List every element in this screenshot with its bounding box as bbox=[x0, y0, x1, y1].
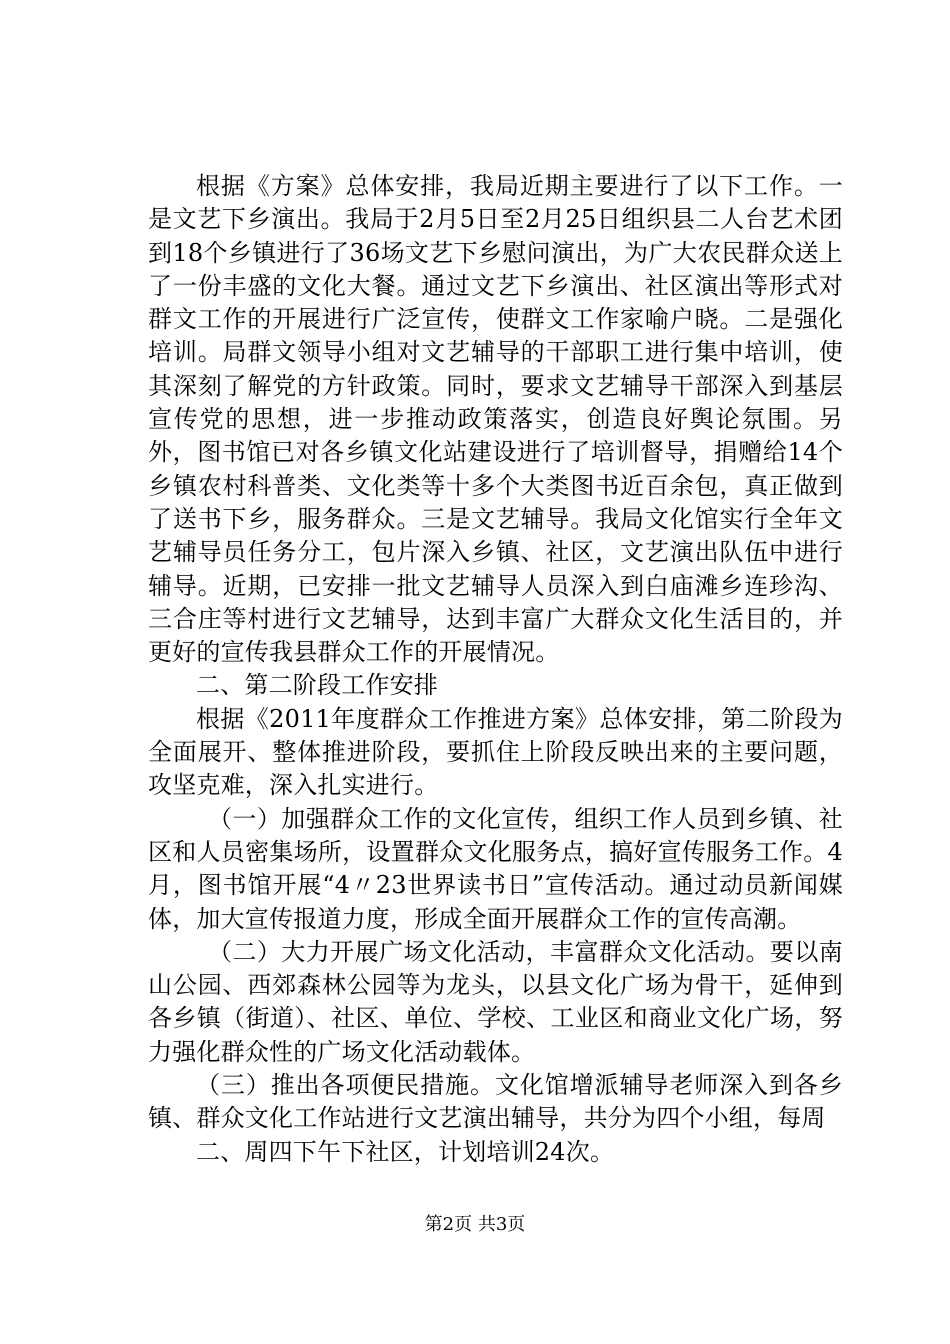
paragraph-item-three: （三）推出各项便民措施。文化馆增派辅导老师深入到各乡镇、群众文化工作站进行文艺演出辅导，共分为四个小组，每周 bbox=[148, 1071, 843, 1133]
page-footer bbox=[0, 1213, 950, 1237]
paragraph-item-two: （二）大力开展广场文化活动，丰富群众文化活动。要以南山公园、西郊森林公园等为龙头，以县文化广场为骨干，延伸到各乡镇（街道）、社区、单位、学校、工业区和商业文化广场，努力强化群众性的广场文化活动载体。 bbox=[148, 937, 843, 1066]
paragraph-item-one: （一）加强群众工作的文化宣传，组织工作人员到乡镇、社区和人员密集场所，设置群众文化服务点，搞好宣传服务工作。4月，图书馆开展“4〃23世界读书日”宣传活动。通过动员新闻媒体，加大宣传报道力度，形成全面开展群众工作的宣传高潮。 bbox=[148, 804, 843, 933]
page-number: 第2页 bbox=[424, 1214, 473, 1235]
paragraph-work-summary: 根据《方案》总体安排，我局近期主要进行了以下工作。一是文艺下乡演出。我局于2月5日至2月25日组织县二人台艺术团到18个乡镇进行了36场文艺下乡慰问演出，为广大农民群众送上了一份丰盛的文化大餐。通过文艺下乡演出、社区演出等形式对群文工作的开展进行广泛宣传，使群文工作家喻户晓。二是强化培训。局群文领导小组对文艺辅导的干部职工进行集中培训，使其深刻了解党的方针政策。同时，要求文艺辅导干部深入到基层宣传党的思想，进一步推动政策落实，创造良好舆论氛围。另外，图书馆已对各乡镇文化站建设进行了培训督导，捐赠给14个乡镇农村科普类、文化类等十多个大类图书近百余包，真正做到了送书下乡，服务群众。三是文艺辅导。我局文化馆实行全年文艺辅导员任务分工，包片深入乡镇、社区，文艺演出队伍中进行辅导。近期，已安排一批文艺辅导人员深入到白庙滩乡连珍沟、三合庄等村进行文艺辅导，达到丰富广大群众文化生活目的，并更好的宣传我县群众工作的开展情况。 bbox=[148, 172, 843, 667]
page-total: 共3页 bbox=[477, 1214, 526, 1235]
paragraph-phase-two-intro: 根据《2011年度群众工作推进方案》总体安排，第二阶段为全面展开、整体推进阶段，要抓住上阶段反映出来的主要问题，攻坚克难，深入扎实进行。 bbox=[148, 704, 843, 800]
paragraph-continuation: 二、周四下午下社区，计划培训24次。 bbox=[196, 1137, 615, 1166]
document-body bbox=[148, 170, 843, 1169]
section-heading-phase-two: 二、第二阶段工作安排 bbox=[196, 671, 438, 700]
